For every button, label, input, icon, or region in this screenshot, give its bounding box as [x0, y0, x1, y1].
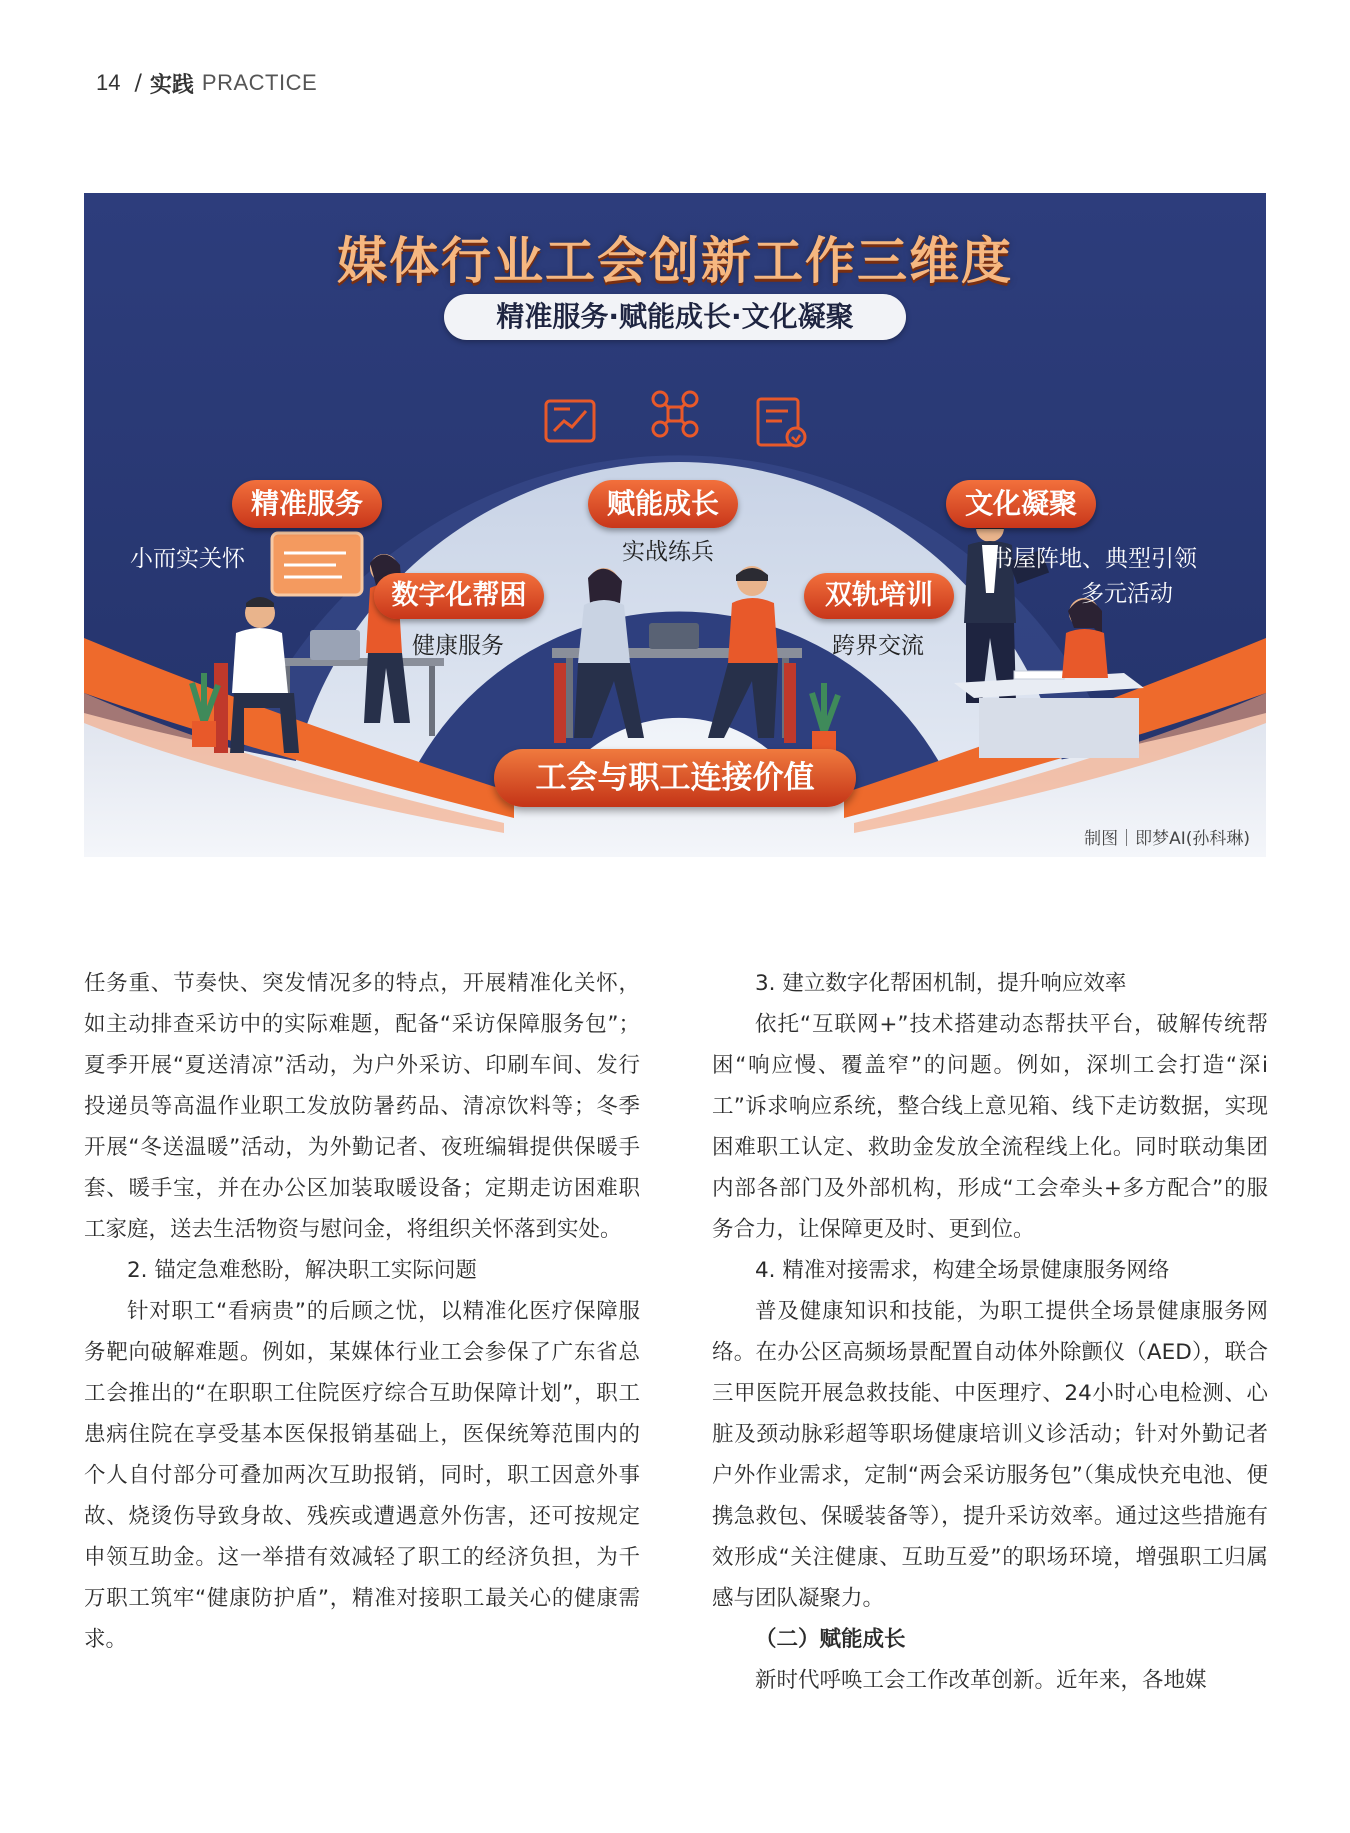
- paragraph: 普及健康知识和技能，为职工提供全场景健康服务网络。在办公区高频场景配置自动体外除颤仪（AED），联合三甲医院开展急救技能、中医理疗、24小时心电检测、心脏及颈动脉彩超等职场健康培训义诊活动；针对外勤记者户外作业需求，定制“两会采访服务包”（集成快充电池、便携急救包、保暖装备等），提升采访效率。通过这些措施有效形成“关注健康、互助互爱”的职场环境，增强职工归属感与团队凝聚力。: [712, 1299, 1268, 1611]
- left-column: [84, 963, 640, 1660]
- label-practical-training: 实战练兵: [622, 539, 714, 565]
- pill-culture: 文化凝聚: [946, 480, 1096, 528]
- page-number: 14: [96, 70, 121, 95]
- paragraph: 依托“互联网+”技术搭建动态帮扶平台，破解传统帮困“响应慢、覆盖窄”的问题。例如，深圳工会打造“深i工”诉求响应系统，整合线上意见箱、线下走访数据，实现困难职工认定、救助金发放全流程线上化。同时联动集团内部各部门及外部机构，形成“工会牵头+多方配合”的服务合力，让保障更及时、更到位。: [712, 1012, 1268, 1242]
- figure-title: 媒体行业工会创新工作三维度: [337, 232, 1013, 290]
- bottom-banner: 工会与职工连接价值: [494, 749, 856, 807]
- illustration: [84, 193, 1266, 857]
- subsection-heading: （二）赋能成长: [755, 1627, 906, 1652]
- label-cross-exchange: 跨界交流: [832, 633, 924, 659]
- header-slash: /: [134, 70, 142, 96]
- figure-credit: 制图｜即梦AI(孙科琳): [1084, 829, 1250, 849]
- paragraph: 针对职工“看病贵”的后顾之忧，以精准化医疗保障服务靶向破解难题。例如，某媒体行业工会参保了广东省总工会推出的“在职职工住院医疗综合互助保障计划”，职工患病住院在享受基本医保报销基础上，医保统筹范围内的个人自付部分可叠加两次互助报销，同时，职工因意外事故、烧烫伤导致身故、残疾或遭遇意外伤害，还可按规定申领互助金。这一举措有效减轻了职工的经济负担，为千万职工筑牢“健康防护盾”，精准对接职工最关心的健康需求。: [84, 1299, 640, 1652]
- label-small-care: 小而实关怀: [130, 546, 245, 572]
- section-title-en: PRACTICE: [201, 70, 318, 95]
- label-book-house: 书屋阵地、典型引领: [990, 546, 1197, 572]
- figure-subtitle: 精准服务·赋能成长·文化凝聚: [444, 294, 906, 340]
- section-title: 实践: [149, 72, 194, 98]
- paragraph: 新时代呼唤工会工作改革创新。近年来，各地媒: [755, 1668, 1207, 1693]
- pill-empower-growth: 赋能成长: [588, 480, 738, 528]
- page-header: [96, 66, 317, 100]
- pill-digital-help: 数字化帮困: [374, 573, 544, 619]
- paragraph-continued: 任务重、节奏快、突发情况多的特点，开展精准化关怀，如主动排查采访中的实际难题，配备“采访保障服务包”；夏季开展“夏送清凉”活动，为户外采访、印刷车间、发行投递员等高温作业职工发放防暑药品、清凉饮料等；冬季开展“冬送温暖”活动，为外勤记者、夜班编辑提供保暖手套、暖手宝，并在办公区加装取暖设备；定期走访困难职工家庭，送去生活物资与慰问金，将组织关怀落到实处。: [84, 971, 640, 1242]
- section-heading: 2. 锚定急难愁盼，解决职工实际问题: [127, 1258, 477, 1283]
- pill-precise-service: 精准服务: [232, 480, 382, 528]
- label-diverse-activities: 多元活动: [1081, 581, 1173, 607]
- label-health-service: 健康服务: [412, 633, 504, 659]
- section-heading: 3. 建立数字化帮困机制，提升响应效率: [755, 971, 1127, 996]
- section-heading: 4. 精准对接需求，构建全场景健康服务网络: [755, 1258, 1170, 1283]
- pill-dual-training: 双轨培训: [804, 573, 954, 619]
- right-column: [712, 963, 1268, 1701]
